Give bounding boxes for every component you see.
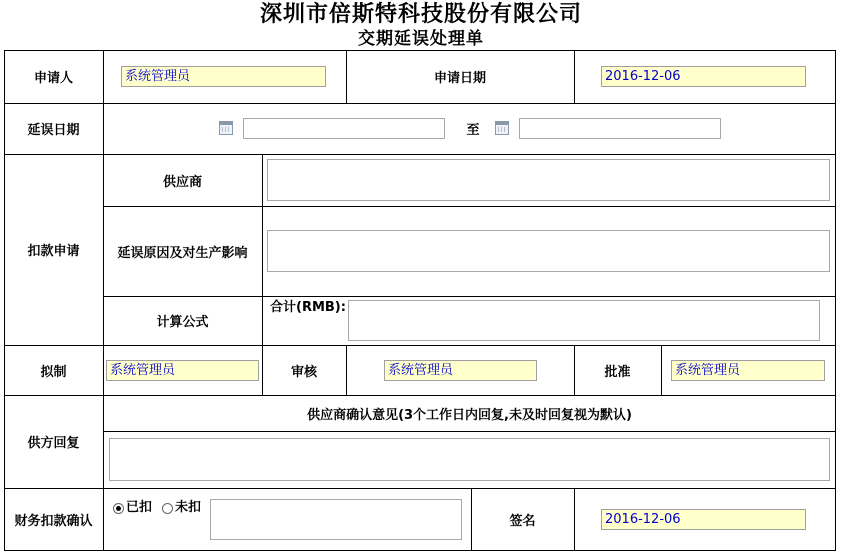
radio-not-deducted-label: 未扣: [175, 500, 202, 515]
company-title: 深圳市倍斯特科技股份有限公司: [259, 1, 582, 27]
radio-deducted[interactable]: [113, 503, 124, 514]
supplier-input[interactable]: [267, 159, 830, 201]
signature-label: 签名: [509, 513, 536, 529]
delay-date-label: 延误日期: [27, 123, 80, 138]
supplier-reply-textarea[interactable]: [109, 438, 830, 481]
apply-date-label: 申请日期: [433, 71, 486, 86]
delay-start-date-input[interactable]: [243, 118, 445, 139]
calendar-icon[interactable]: [495, 121, 509, 135]
review-label: 审核: [290, 364, 317, 380]
finance-note-textarea[interactable]: [210, 499, 462, 540]
supplier-confirm-heading: 供应商确认意见(3个工作日内回复,未及时回复视为默认): [307, 407, 632, 423]
total-rmb-textarea[interactable]: [348, 300, 820, 341]
form-title: 交期延误处理单: [358, 29, 484, 49]
delay-end-date-input[interactable]: [519, 118, 721, 139]
calendar-icon[interactable]: [219, 121, 233, 135]
radio-not-deducted[interactable]: [162, 503, 173, 514]
deduction-label: 扣款申请: [27, 244, 80, 259]
delay-reason-label: 延误原因及对生产影响: [117, 245, 248, 261]
approve-label: 批准: [604, 364, 631, 380]
formula-label: 计算公式: [156, 315, 209, 330]
approve-field[interactable]: 系统管理员: [671, 360, 825, 381]
supplier-reply-label: 供方回复: [27, 436, 80, 451]
finance-deduction-label: 财务扣款确认: [14, 513, 93, 529]
delay-reason-textarea[interactable]: [267, 230, 830, 272]
signature-date-field[interactable]: 2016-12-06: [601, 509, 806, 530]
supplier-label: 供应商: [162, 174, 202, 190]
total-rmb-label: 合计(RMB):: [270, 300, 346, 315]
apply-date-field[interactable]: 2016-12-06: [601, 66, 806, 87]
review-field[interactable]: 系统管理员: [384, 360, 537, 381]
radio-deducted-label: 已扣: [126, 500, 153, 515]
applicant-field[interactable]: 系统管理员: [121, 66, 326, 87]
date-range-to-label: 至: [466, 123, 480, 138]
draft-field[interactable]: 系统管理员: [106, 360, 259, 381]
draft-label: 拟制: [40, 364, 67, 380]
applicant-label: 申请人: [33, 71, 73, 86]
